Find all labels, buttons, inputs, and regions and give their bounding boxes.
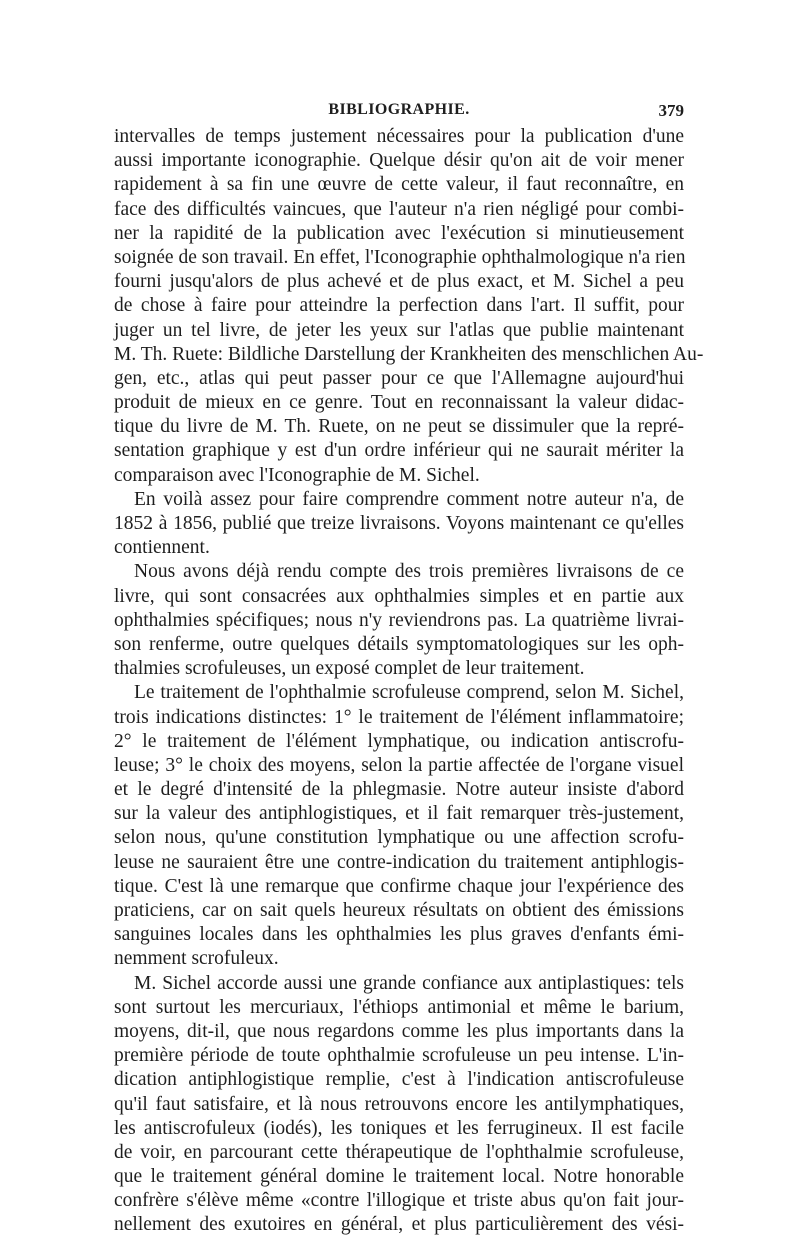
text-line: produit de mieux en ce genre. Tout en reconnaissant la valeur didac- bbox=[114, 392, 684, 414]
text-line: rapidement à sa fin une œuvre de cette valeur, il faut reconnaître, en bbox=[114, 174, 684, 196]
text-line: de voir, en parcourant cette thérapeutique de l'ophthalmie scrofuleuse, bbox=[114, 1141, 684, 1163]
text-line: dication antiphlogistique remplie, c'est à l'indication antiscrofuleuse bbox=[114, 1069, 684, 1091]
text-line: tique du livre de M. Th. Ruete, on ne peut se dissimuler que la repré- bbox=[114, 416, 684, 438]
text-line: aussi importante iconographie. Quelque désir qu'on ait de voir mener bbox=[114, 150, 684, 172]
text-line: soignée de son travail. En effet, l'Iconographie ophthalmologique n'a rien bbox=[114, 246, 686, 268]
text-line: Le traitement de l'ophthalmie scrofuleuse comprend, selon M. Sichel, bbox=[134, 682, 684, 704]
text-line: qu'il faut satisfaire, et là nous retrouvons encore les antilymphatiques, bbox=[114, 1093, 684, 1115]
text-line: que le traitement général domine le traitement local. Notre honorable bbox=[114, 1166, 684, 1188]
body-text bbox=[114, 125, 704, 1238]
text-line: ophthalmies spécifiques; nous n'y reviendrons pas. La quatrième livrai- bbox=[114, 609, 684, 631]
text-line: contiennent. bbox=[114, 537, 210, 559]
text-line: comparaison avec l'Iconographie de M. Sichel. bbox=[114, 464, 480, 486]
text-line: moyens, dit-il, que nous regardons comme les plus importants dans la bbox=[114, 1020, 684, 1042]
text-line: gen, etc., atlas qui peut passer pour ce que l'Allemagne aujourd'hui bbox=[114, 367, 684, 389]
page-number: 379 bbox=[658, 101, 684, 120]
text-line: M. Th. Ruete: Bildliche Darstellung der Krankheiten des menschlichen Au- bbox=[114, 343, 704, 365]
text-line: thalmies scrofuleuses, un exposé complet de leur traitement. bbox=[114, 658, 585, 680]
text-line: les antiscrofuleux (iodés), les toniques et les ferrugineux. Il est facile bbox=[114, 1117, 684, 1139]
text-line: ner la rapidité de la publication avec l'exécution si minutieusement bbox=[114, 222, 684, 244]
text-line: et le degré d'intensité de la phlegmasie. Notre auteur insiste d'abord bbox=[114, 779, 684, 801]
text-line: leuse ne sauraient être une contre-indication du traitement antiphlogis- bbox=[114, 851, 684, 873]
text-line: de chose à faire pour atteindre la perfection dans l'art. Il suffit, pour bbox=[114, 295, 684, 317]
text-line: 1852 à 1856, publié que treize livraisons. Voyons maintenant ce qu'elles bbox=[114, 513, 684, 534]
text-line: confrère s'élève même «contre l'illogique et triste abus qu'on fait jour- bbox=[114, 1190, 684, 1212]
text-line: sur la valeur des antiphlogistiques, et il fait remarquer très-justement, bbox=[114, 803, 684, 825]
text-line: selon nous, qu'une constitution lymphatique ou une affection scrofu- bbox=[114, 827, 684, 849]
text-line: praticiens, car on sait quels heureux résultats on obtient des émissions bbox=[114, 900, 684, 921]
running-head bbox=[114, 101, 684, 127]
header-title: BIBLIOGRAPHIE. bbox=[328, 101, 470, 118]
text-line: sentation graphique y est d'un ordre inférieur qui ne saurait mériter la bbox=[114, 440, 684, 462]
text-line: juger un tel livre, de jeter les yeux sur l'atlas que publie maintenant bbox=[114, 319, 684, 341]
text-line: nellement des exutoires en général, et plus particulièrement des vési- bbox=[114, 1214, 684, 1236]
text-line: trois indications distinctes: 1° le traitement de l'élément inflammatoire; bbox=[114, 706, 684, 728]
text-line: tique. C'est là une remarque que confirme chaque jour l'expérience des bbox=[114, 875, 684, 897]
text-line: sont surtout les mercuriaux, l'éthiops antimonial et même le barium, bbox=[114, 996, 684, 1018]
text-line: leuse; 3° le choix des moyens, selon la partie affectée de l'organe visuel bbox=[114, 754, 684, 776]
text-line: fourni jusqu'alors de plus achevé et de plus exact, et M. Sichel a peu bbox=[114, 271, 684, 293]
text-line: 2° le traitement de l'élément lymphatique, ou indication antiscrofu- bbox=[114, 730, 684, 752]
text-line: première période de toute ophthalmie scrofuleuse un peu intense. L'in- bbox=[114, 1045, 684, 1067]
text-line: livre, qui sont consacrées aux ophthalmies simples et en partie aux bbox=[114, 585, 684, 607]
text-line: face des difficultés vaincues, que l'auteur n'a rien négligé pour combi- bbox=[114, 198, 684, 220]
text-line: intervalles de temps justement nécessaires pour la publication d'une bbox=[114, 126, 684, 147]
text-line: En voilà assez pour faire comprendre comment notre auteur n'a, de bbox=[134, 488, 684, 510]
text-line: sanguines locales dans les ophthalmies les plus graves d'enfants émi- bbox=[114, 924, 684, 946]
text-line: M. Sichel accorde aussi une grande confiance aux antiplastiques: tels bbox=[134, 972, 684, 994]
text-line: son renferme, outre quelques détails symptomatologiques sur les oph- bbox=[114, 633, 684, 655]
text-line: nemment scrofuleux. bbox=[114, 948, 279, 970]
text-line: Nous avons déjà rendu compte des trois premières livraisons de ce bbox=[134, 561, 684, 583]
